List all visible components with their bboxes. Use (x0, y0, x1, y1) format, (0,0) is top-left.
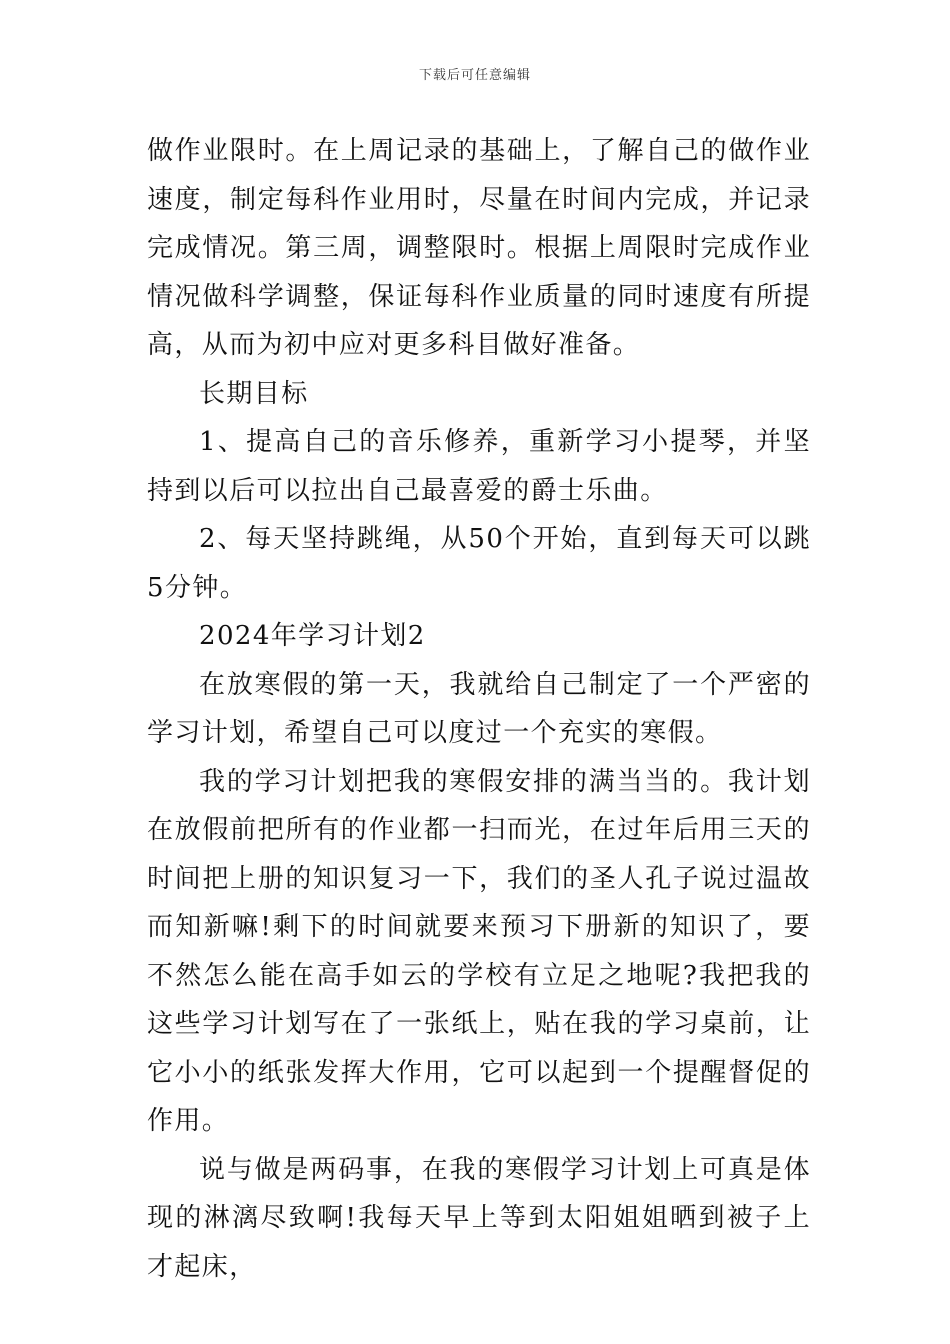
section-heading-plan-2: 2024年学习计划2 (199, 621, 426, 651)
list-item-goal-2: 2、每天坚持跳绳，从50个开始，直到每天可以跳5分钟。 (147, 524, 811, 603)
paragraph-plan-details: 我的学习计划把我的寒假安排的满当当的。我计划在放假前把所有的作业都一扫而光，在过年后用三天的时间把上册的知识复习一下，我们的圣人孔子说过温故而知新嘛!剩下的时间就要来预习下册新的知识了，要不然怎么能在高手如云的学校有立足之地呢?我把我的这些学习计划写在了一张纸上，贴在我的学习桌前，让它小小的纸张发挥大作用，它可以起到一个提醒督促的作用。 (147, 766, 811, 1136)
list-item-goal-1: 1、提高自己的音乐修养，重新学习小提琴，并坚持到以后可以拉出自己最喜爱的爵士乐曲。 (147, 427, 811, 506)
paragraph-plan-intro: 在放寒假的第一天，我就给自己制定了一个严密的学习计划，希望自己可以度过一个充实的寒假。 (147, 669, 811, 748)
paragraph-homework-timing: 做作业限时。在上周记录的基础上，了解自己的做作业速度，制定每科作业用时，尽量在时间内完成，并记录完成情况。第三周，调整限时。根据上周限时完成作业情况做科学调整，保证每科作业质量的同时速度有所提高，从而为初中应对更多科目做好准备。 (147, 136, 811, 360)
document-body (147, 127, 811, 1291)
paragraph-plan-reality: 说与做是两码事，在我的寒假学习计划上可真是体现的淋漓尽致啊!我每天早上等到太阳姐姐晒到被子上才起床， (147, 1154, 811, 1282)
page-header: 下载后可任意编辑 (418, 68, 531, 83)
section-heading-long-term-goals: 长期目标 (199, 378, 309, 409)
